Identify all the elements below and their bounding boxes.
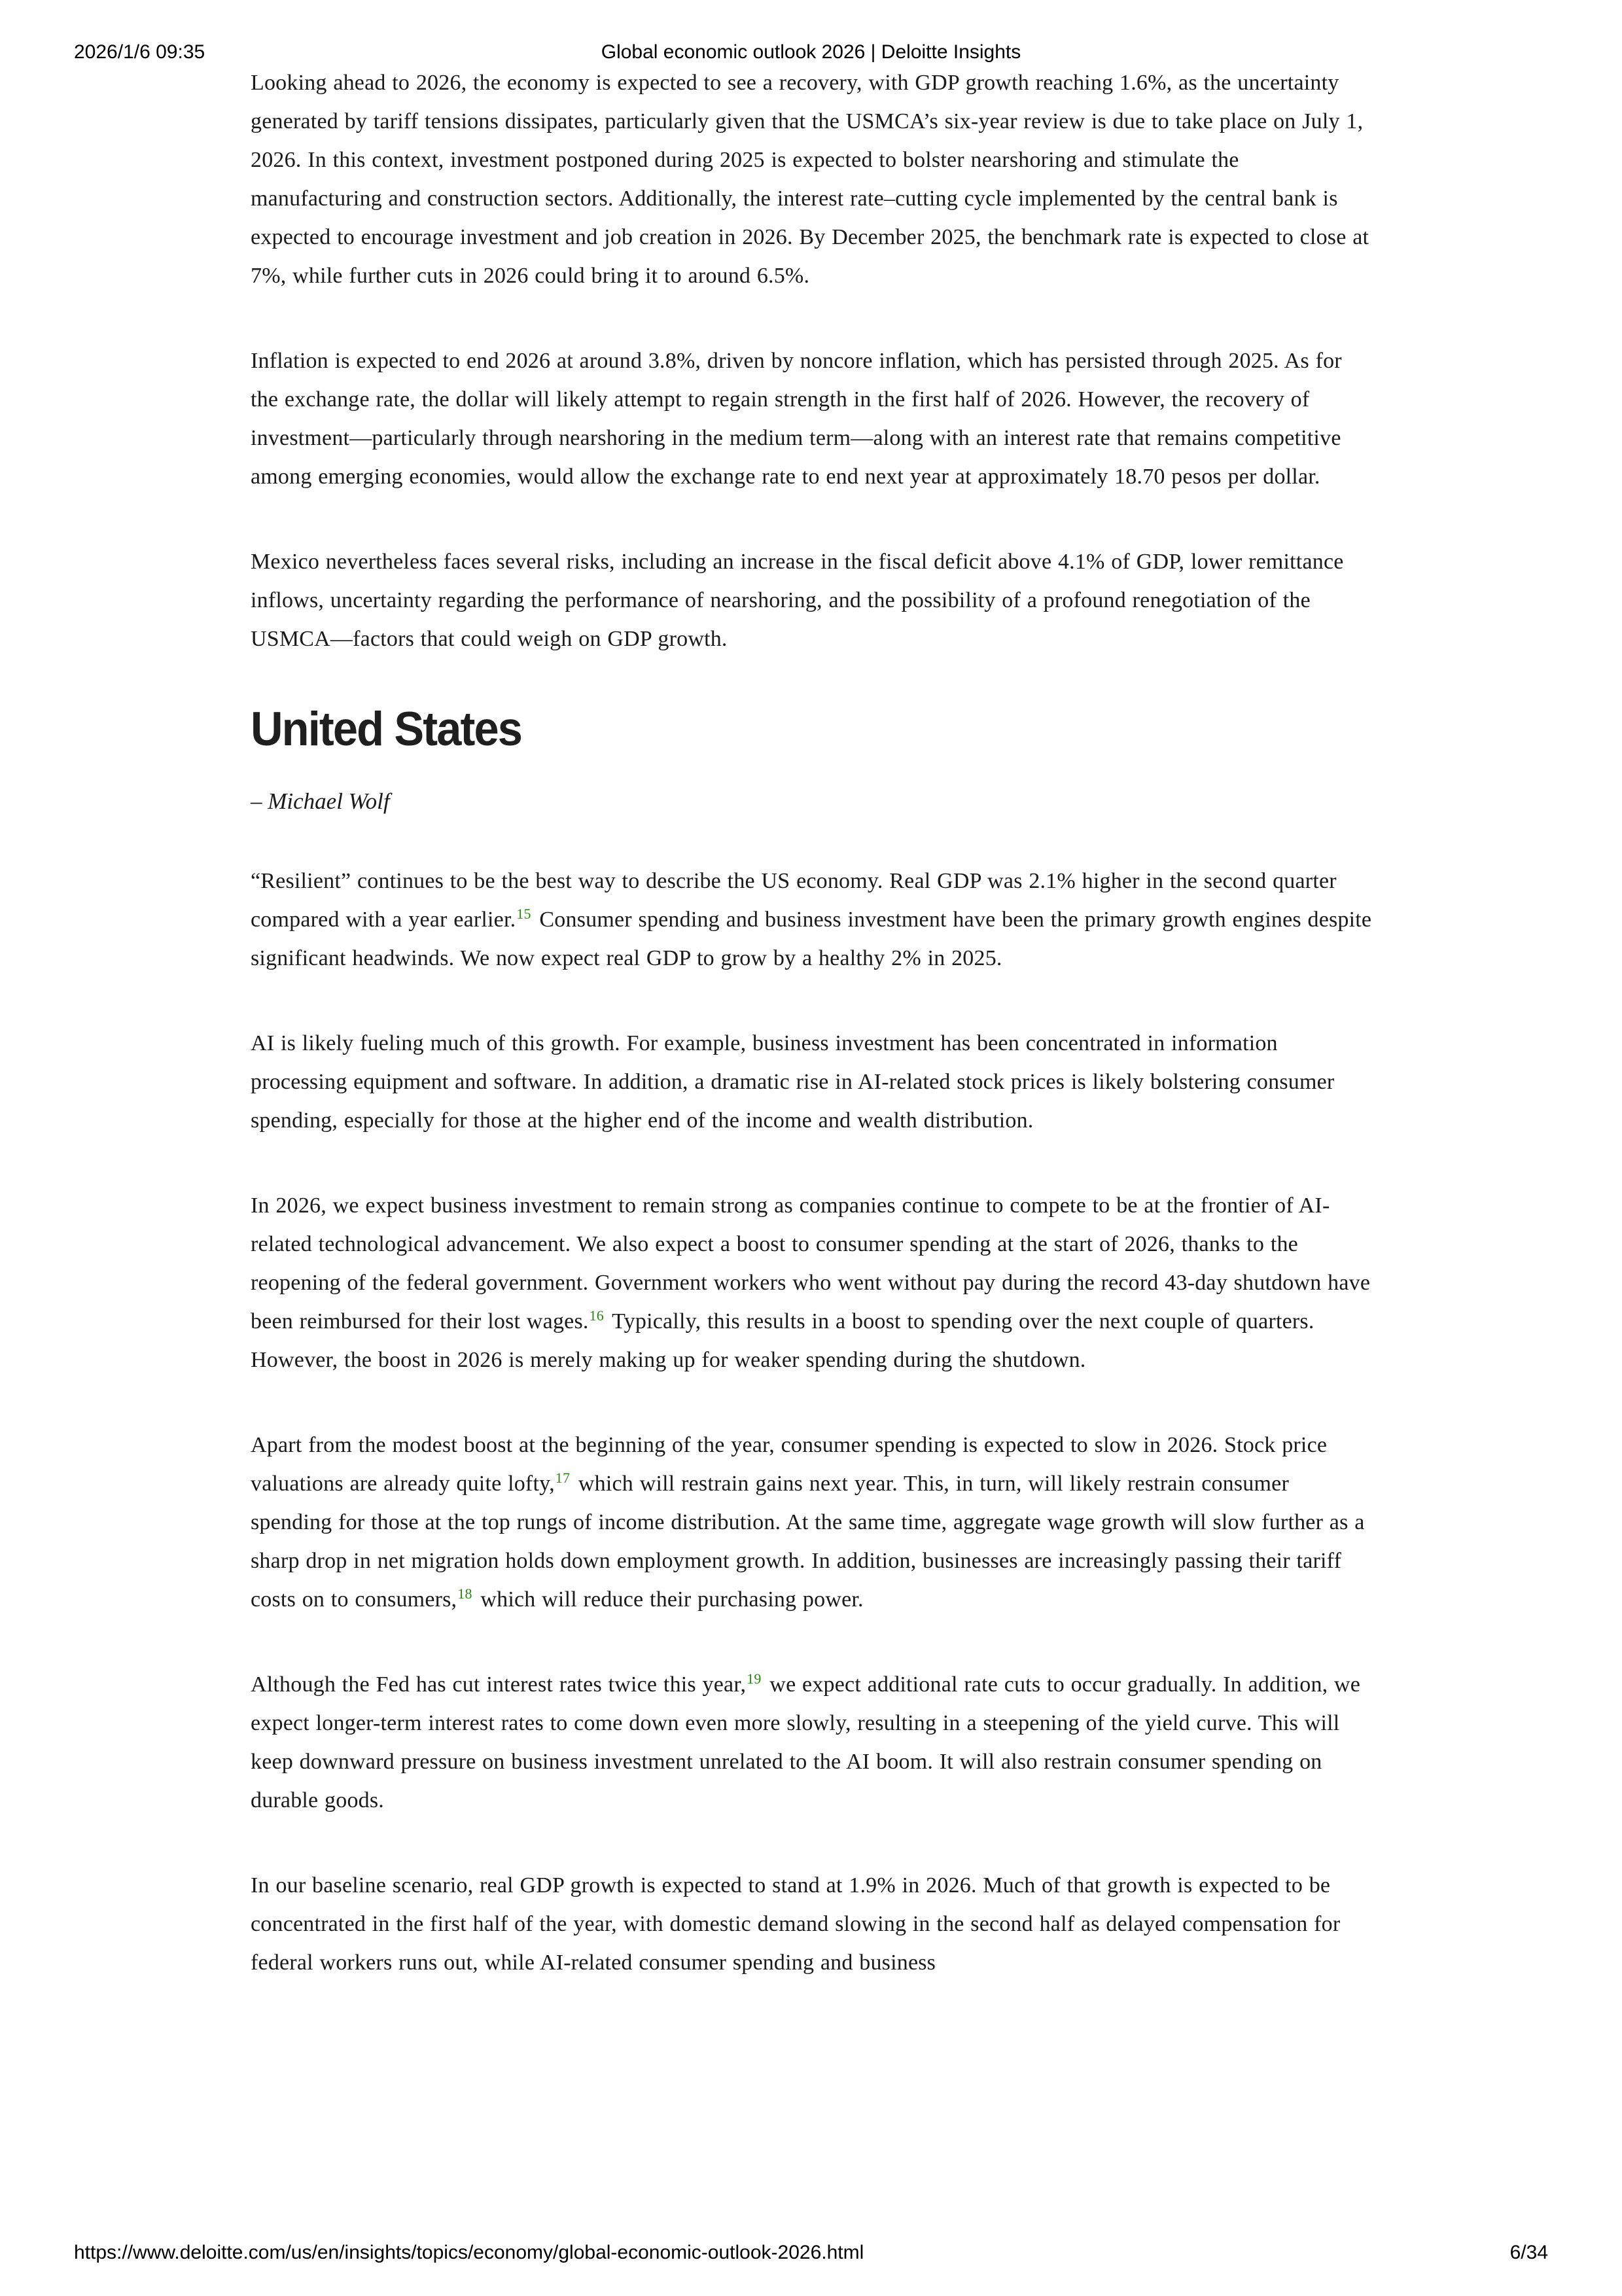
- article-paragraph: Although the Fed has cut interest rates twice this year,$^{19}$ we expect additional rate cuts to occur gradually. In addition, we expect longer-term interest rates to come down even more slowly, resulting in a steepening of the yield curve. This will keep downward pressure on business investment unrelated to the AI boom. It will also restrain consumer spending on durable goods.: [251, 1670, 1361, 1812]
- footnote-ref[interactable]: 16: [589, 1307, 604, 1324]
- article-paragraph: Inflation is expected to end 2026 at around 3.8%, driven by noncore inflation, which has persisted through 2025. As for the exchange rate, the dollar will likely attempt to regain strength in the first half of 2026. However, the recovery of investment—particularly through nearshoring in the medium term—along with an interest rate that remains competitive among emerging economies, would allow the exchange rate to end next year at approximately 18.70 pesos per dollar.: [251, 349, 1342, 489]
- author-byline: – Michael Wolf: [251, 788, 390, 814]
- footnote-ref[interactable]: 17: [555, 1469, 571, 1486]
- article-paragraph: In our baseline scenario, real GDP growth is expected to stand at 1.9% in 2026. Much of that growth is expected to be concentrated in the first half of the year, with domestic demand slowing in the second half as delayed compensation for federal workers runs out, while AI-related consumer spending and business: [251, 1873, 1341, 1975]
- article-paragraph: Mexico nevertheless faces several risks, including an increase in the fiscal deficit above 4.1% of GDP, lower remittance inflows, uncertainty regarding the performance of nearshoring, and the possibility of a profound renegotiation of the USMCA—factors that could weigh on GDP growth.: [251, 550, 1344, 651]
- article-paragraph: Looking ahead to 2026, the economy is expected to see a recovery, with GDP growth reaching 1.6%, as the uncertainty generated by tariff tensions dissipates, particularly given that the USMCA’s six-year review is due to take place on July 1, 2026. In this context, investment postponed during 2025 is expected to bolster nearshoring and stimulate the manufacturing and construction sectors. Additionally, the interest rate–cutting cycle implemented by the central bank is expected to encourage investment and job creation in 2026. By December 2025, the benchmark rate is expected to close at 7%, while further cuts in 2026 could bring it to around 6.5%.: [251, 71, 1369, 288]
- footnote-ref[interactable]: 15: [516, 905, 531, 922]
- section-heading: United States: [251, 703, 522, 756]
- article-paragraph: “Resilient” continues to be the best way to describe the US economy. Real GDP was 2.1% higher in the second quarter compared with a year earlier.$^{15}$ Consumer spending and business investment have been the primary growth engines despite significant headwinds. We now expect real GDP to grow by a healthy 2% in 2025.: [251, 869, 1372, 970]
- source-url: https://www.deloitte.com/us/en/insights/topics/economy/global-economic-outlook-2026.html: [74, 2242, 864, 2263]
- footnote-ref[interactable]: 18: [457, 1585, 472, 1602]
- footnote-ref[interactable]: 19: [747, 1670, 762, 1687]
- page-number: 6/34: [1509, 2242, 1548, 2263]
- print-header: [74, 39, 1548, 65]
- print-timestamp: 2026/1/6 09:35: [74, 41, 205, 63]
- article-paragraph: AI is likely fueling much of this growth. For example, business investment has been concentrated in information processing equipment and software. In addition, a dramatic rise in AI-related stock prices is likely bolstering consumer spending, especially for those at the higher end of the income and wealth distribution.: [251, 1031, 1335, 1133]
- article-content: [251, 63, 1374, 2028]
- article-paragraph: Apart from the modest boost at the beginning of the year, consumer spending is expected to slow in 2026. Stock price valuations are already quite lofty,$^{17}$ which will restrain gains next year. This, in turn, will likely restrain consumer spending for those at the top rungs of income distribution. At the same time, aggregate wage growth will slow further as a sharp drop in net migration holds down employment growth. In addition, businesses are increasingly passing their tariff costs on to consumers,$^{18}$ which will reduce their purchasing power.: [251, 1433, 1365, 1612]
- print-footer: [74, 2242, 1548, 2264]
- article-paragraph: In 2026, we expect business investment to remain strong as companies continue to compete to be at the frontier of AI-related technological advancement. We also expect a boost to consumer spending at the start of 2026, thanks to the reopening of the federal government. Government workers who went without pay during the record 43-day shutdown have been reimbursed for their lost wages.$^{16}$ Typically, this results in a boost to spending over the next couple of quarters. However, the boost in 2026 is merely making up for weaker spending during the shutdown.: [251, 1193, 1371, 1372]
- document-title: Global economic outlook 2026 | Deloitte Insights: [601, 41, 1021, 63]
